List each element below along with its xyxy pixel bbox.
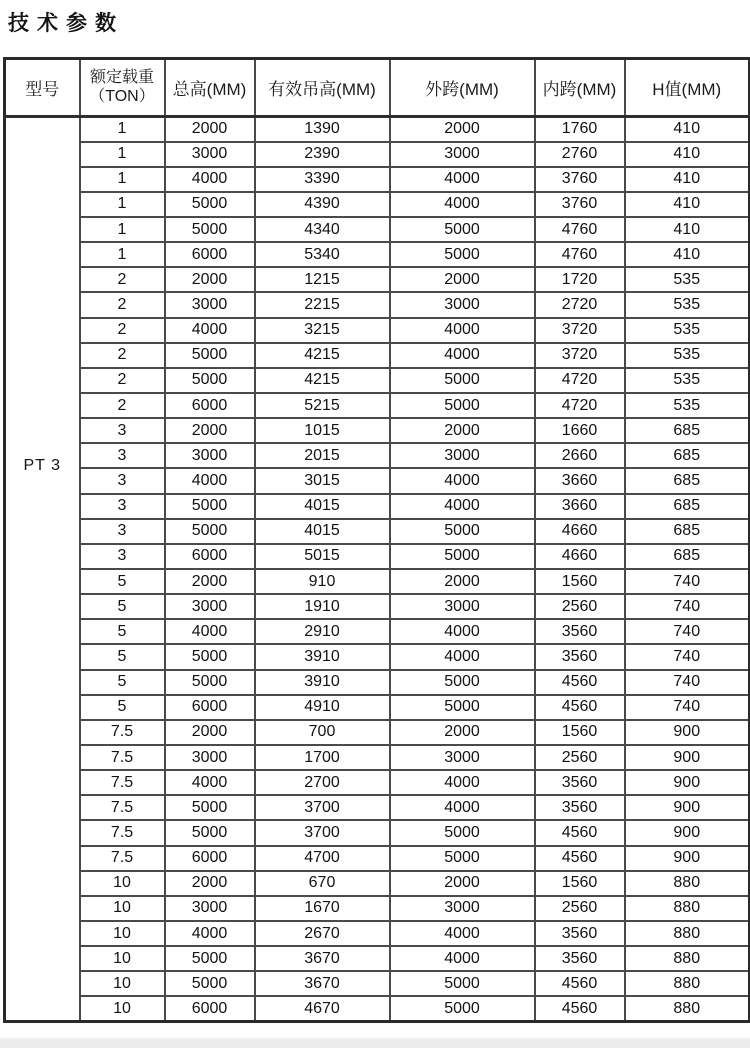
model-cell [5, 117, 80, 1022]
cell-h-value-mm: 410 [625, 142, 750, 167]
header-rated-load-label: 额定载重 [89, 68, 154, 86]
cell-total-height-mm: 5000 [165, 971, 255, 996]
cell-h-value-mm: 880 [625, 921, 750, 946]
cell-inner-span-mm: 3760 [535, 167, 625, 192]
cell-effective-lift-height-mm: 2015 [255, 443, 390, 468]
cell-h-value-mm: 900 [625, 795, 750, 820]
cell-total-height-mm: 6000 [165, 544, 255, 569]
cell-h-value-mm: 900 [625, 745, 750, 770]
cell-rated-load-ton: 5 [80, 670, 165, 695]
header-outer-span [390, 59, 535, 117]
cell-rated-load-ton: 2 [80, 393, 165, 418]
cell-h-value-mm: 740 [625, 619, 750, 644]
cell-h-value-mm: 535 [625, 267, 750, 292]
cell-rated-load-ton: 5 [80, 569, 165, 594]
cell-outer-span-mm: 5000 [390, 368, 535, 393]
cell-inner-span-mm: 4560 [535, 695, 625, 720]
model-label: PT 3 [23, 457, 61, 474]
cell-effective-lift-height-mm: 3215 [255, 318, 390, 343]
header-effective-lift-height [255, 59, 390, 117]
cell-effective-lift-height-mm: 4670 [255, 996, 390, 1021]
cell-effective-lift-height-mm: 4910 [255, 695, 390, 720]
table-row [5, 217, 750, 242]
cell-outer-span-mm: 4000 [390, 468, 535, 493]
cell-total-height-mm: 6000 [165, 695, 255, 720]
cell-inner-span-mm: 4720 [535, 368, 625, 393]
cell-h-value-mm: 900 [625, 820, 750, 845]
cell-h-value-mm: 685 [625, 468, 750, 493]
cell-total-height-mm: 4000 [165, 318, 255, 343]
cell-rated-load-ton: 2 [80, 368, 165, 393]
table-row [5, 192, 750, 217]
cell-inner-span-mm: 2660 [535, 443, 625, 468]
cell-outer-span-mm: 3000 [390, 594, 535, 619]
cell-total-height-mm: 5000 [165, 519, 255, 544]
cell-effective-lift-height-mm: 5215 [255, 393, 390, 418]
table-row [5, 820, 750, 845]
cell-h-value-mm: 900 [625, 846, 750, 871]
cell-outer-span-mm: 4000 [390, 619, 535, 644]
table-row [5, 569, 750, 594]
cell-rated-load-ton: 7.5 [80, 795, 165, 820]
cell-rated-load-ton: 10 [80, 946, 165, 971]
cell-rated-load-ton: 7.5 [80, 820, 165, 845]
cell-rated-load-ton: 5 [80, 695, 165, 720]
cell-h-value-mm: 880 [625, 971, 750, 996]
cell-outer-span-mm: 2000 [390, 418, 535, 443]
cell-h-value-mm: 880 [625, 896, 750, 921]
cell-h-value-mm: 880 [625, 871, 750, 896]
cell-effective-lift-height-mm: 2670 [255, 921, 390, 946]
cell-total-height-mm: 5000 [165, 343, 255, 368]
header-inner-span-label: 内跨(MM) [542, 80, 617, 99]
cell-outer-span-mm: 4000 [390, 770, 535, 795]
cell-total-height-mm: 3000 [165, 443, 255, 468]
cell-outer-span-mm: 5000 [390, 217, 535, 242]
cell-inner-span-mm: 3660 [535, 468, 625, 493]
cell-inner-span-mm: 2560 [535, 594, 625, 619]
cell-effective-lift-height-mm: 2700 [255, 770, 390, 795]
cell-outer-span-mm: 3000 [390, 443, 535, 468]
cell-effective-lift-height-mm: 2390 [255, 142, 390, 167]
cell-h-value-mm: 535 [625, 368, 750, 393]
cell-rated-load-ton: 5 [80, 644, 165, 669]
table-row [5, 267, 750, 292]
cell-h-value-mm: 410 [625, 242, 750, 267]
cell-outer-span-mm: 5000 [390, 242, 535, 267]
table-row [5, 745, 750, 770]
table-row [5, 695, 750, 720]
cell-inner-span-mm: 3560 [535, 795, 625, 820]
header-model-label: 型号 [25, 80, 60, 99]
cell-total-height-mm: 5000 [165, 795, 255, 820]
cell-h-value-mm: 740 [625, 670, 750, 695]
cell-h-value-mm: 685 [625, 418, 750, 443]
cell-outer-span-mm: 5000 [390, 695, 535, 720]
cell-effective-lift-height-mm: 3700 [255, 795, 390, 820]
cell-h-value-mm: 410 [625, 167, 750, 192]
cell-outer-span-mm: 5000 [390, 670, 535, 695]
cell-inner-span-mm: 4660 [535, 519, 625, 544]
cell-inner-span-mm: 2560 [535, 896, 625, 921]
cell-outer-span-mm: 2000 [390, 117, 535, 142]
cell-inner-span-mm: 1720 [535, 267, 625, 292]
cell-rated-load-ton: 10 [80, 921, 165, 946]
cell-inner-span-mm: 1560 [535, 720, 625, 745]
cell-inner-span-mm: 4760 [535, 242, 625, 267]
cell-outer-span-mm: 3000 [390, 745, 535, 770]
cell-total-height-mm: 6000 [165, 393, 255, 418]
cell-total-height-mm: 5000 [165, 368, 255, 393]
cell-h-value-mm: 410 [625, 117, 750, 142]
cell-rated-load-ton: 5 [80, 594, 165, 619]
table-row [5, 996, 750, 1021]
cell-outer-span-mm: 4000 [390, 644, 535, 669]
cell-effective-lift-height-mm: 1215 [255, 267, 390, 292]
cell-effective-lift-height-mm: 3015 [255, 468, 390, 493]
table-row [5, 795, 750, 820]
table-row [5, 770, 750, 795]
cell-total-height-mm: 5000 [165, 192, 255, 217]
table-row [5, 921, 750, 946]
header-h-value-label: H值(MM) [652, 80, 722, 99]
cell-inner-span-mm: 2760 [535, 142, 625, 167]
cell-h-value-mm: 535 [625, 292, 750, 317]
cell-h-value-mm: 685 [625, 443, 750, 468]
cell-effective-lift-height-mm: 5015 [255, 544, 390, 569]
table-row [5, 343, 750, 368]
cell-rated-load-ton: 2 [80, 267, 165, 292]
header-total-height-label: 总高(MM) [172, 80, 247, 99]
table-row [5, 142, 750, 167]
cell-inner-span-mm: 3560 [535, 644, 625, 669]
cell-outer-span-mm: 5000 [390, 820, 535, 845]
cell-total-height-mm: 2000 [165, 418, 255, 443]
cell-outer-span-mm: 4000 [390, 946, 535, 971]
cell-total-height-mm: 3000 [165, 896, 255, 921]
cell-inner-span-mm: 3660 [535, 494, 625, 519]
spec-table [3, 57, 750, 1023]
table-row [5, 544, 750, 569]
table-body [5, 117, 750, 1022]
cell-h-value-mm: 740 [625, 594, 750, 619]
cell-effective-lift-height-mm: 3390 [255, 167, 390, 192]
cell-total-height-mm: 4000 [165, 921, 255, 946]
cell-rated-load-ton: 1 [80, 217, 165, 242]
cell-rated-load-ton: 3 [80, 519, 165, 544]
cell-rated-load-ton: 1 [80, 167, 165, 192]
cell-effective-lift-height-mm: 1390 [255, 117, 390, 142]
cell-total-height-mm: 2000 [165, 117, 255, 142]
table-row [5, 368, 750, 393]
cell-rated-load-ton: 7.5 [80, 720, 165, 745]
cell-outer-span-mm: 4000 [390, 494, 535, 519]
cell-rated-load-ton: 10 [80, 996, 165, 1021]
cell-h-value-mm: 685 [625, 519, 750, 544]
cell-effective-lift-height-mm: 2910 [255, 619, 390, 644]
cell-total-height-mm: 4000 [165, 468, 255, 493]
header-outer-span-label: 外跨(MM) [425, 80, 499, 99]
cell-outer-span-mm: 4000 [390, 795, 535, 820]
cell-effective-lift-height-mm: 4015 [255, 494, 390, 519]
table-row [5, 846, 750, 871]
cell-rated-load-ton: 3 [80, 443, 165, 468]
cell-rated-load-ton: 5 [80, 619, 165, 644]
cell-inner-span-mm: 2560 [535, 745, 625, 770]
cell-outer-span-mm: 3000 [390, 142, 535, 167]
cell-total-height-mm: 4000 [165, 770, 255, 795]
cell-h-value-mm: 880 [625, 996, 750, 1021]
cell-inner-span-mm: 4560 [535, 670, 625, 695]
cell-inner-span-mm: 4720 [535, 393, 625, 418]
table-row [5, 670, 750, 695]
cell-effective-lift-height-mm: 1700 [255, 745, 390, 770]
cell-h-value-mm: 880 [625, 946, 750, 971]
cell-total-height-mm: 2000 [165, 871, 255, 896]
table-row [5, 318, 750, 343]
table-row [5, 519, 750, 544]
cell-outer-span-mm: 5000 [390, 846, 535, 871]
cell-h-value-mm: 685 [625, 494, 750, 519]
cell-rated-load-ton: 7.5 [80, 846, 165, 871]
table-row [5, 494, 750, 519]
cell-outer-span-mm: 4000 [390, 318, 535, 343]
bottom-divider [0, 1037, 750, 1048]
cell-h-value-mm: 410 [625, 217, 750, 242]
cell-inner-span-mm: 4560 [535, 971, 625, 996]
cell-effective-lift-height-mm: 3910 [255, 644, 390, 669]
cell-rated-load-ton: 3 [80, 544, 165, 569]
cell-total-height-mm: 2000 [165, 267, 255, 292]
cell-total-height-mm: 6000 [165, 242, 255, 267]
table-row [5, 594, 750, 619]
header-row [5, 59, 750, 117]
cell-inner-span-mm: 3720 [535, 318, 625, 343]
cell-total-height-mm: 5000 [165, 820, 255, 845]
cell-outer-span-mm: 5000 [390, 393, 535, 418]
cell-rated-load-ton: 1 [80, 242, 165, 267]
cell-rated-load-ton: 3 [80, 418, 165, 443]
table-row [5, 292, 750, 317]
cell-inner-span-mm: 3560 [535, 946, 625, 971]
cell-rated-load-ton: 10 [80, 896, 165, 921]
cell-inner-span-mm: 2720 [535, 292, 625, 317]
cell-outer-span-mm: 3000 [390, 292, 535, 317]
header-inner-span [535, 59, 625, 117]
cell-effective-lift-height-mm: 3910 [255, 670, 390, 695]
header-model [5, 59, 80, 117]
cell-rated-load-ton: 3 [80, 468, 165, 493]
cell-total-height-mm: 5000 [165, 946, 255, 971]
cell-rated-load-ton: 1 [80, 142, 165, 167]
cell-inner-span-mm: 3760 [535, 192, 625, 217]
cell-effective-lift-height-mm: 2215 [255, 292, 390, 317]
cell-h-value-mm: 535 [625, 318, 750, 343]
cell-rated-load-ton: 10 [80, 871, 165, 896]
cell-effective-lift-height-mm: 5340 [255, 242, 390, 267]
cell-rated-load-ton: 1 [80, 117, 165, 142]
cell-effective-lift-height-mm: 910 [255, 569, 390, 594]
cell-outer-span-mm: 2000 [390, 267, 535, 292]
cell-effective-lift-height-mm: 3670 [255, 971, 390, 996]
cell-effective-lift-height-mm: 4340 [255, 217, 390, 242]
cell-effective-lift-height-mm: 4215 [255, 343, 390, 368]
cell-inner-span-mm: 4560 [535, 846, 625, 871]
cell-effective-lift-height-mm: 700 [255, 720, 390, 745]
cell-effective-lift-height-mm: 4215 [255, 368, 390, 393]
cell-inner-span-mm: 3560 [535, 619, 625, 644]
cell-h-value-mm: 535 [625, 393, 750, 418]
cell-h-value-mm: 410 [625, 192, 750, 217]
cell-total-height-mm: 2000 [165, 569, 255, 594]
cell-h-value-mm: 685 [625, 544, 750, 569]
cell-outer-span-mm: 5000 [390, 519, 535, 544]
table-row [5, 117, 750, 142]
table-row [5, 418, 750, 443]
cell-outer-span-mm: 5000 [390, 971, 535, 996]
table-row [5, 393, 750, 418]
cell-outer-span-mm: 2000 [390, 720, 535, 745]
cell-inner-span-mm: 4660 [535, 544, 625, 569]
cell-total-height-mm: 5000 [165, 494, 255, 519]
cell-effective-lift-height-mm: 3700 [255, 820, 390, 845]
cell-rated-load-ton: 2 [80, 343, 165, 368]
cell-total-height-mm: 4000 [165, 619, 255, 644]
cell-inner-span-mm: 1560 [535, 871, 625, 896]
header-h-value [625, 59, 750, 117]
cell-inner-span-mm: 1760 [535, 117, 625, 142]
cell-rated-load-ton: 7.5 [80, 745, 165, 770]
cell-effective-lift-height-mm: 3670 [255, 946, 390, 971]
cell-rated-load-ton: 3 [80, 494, 165, 519]
cell-h-value-mm: 900 [625, 770, 750, 795]
table-row [5, 946, 750, 971]
table-row [5, 468, 750, 493]
cell-effective-lift-height-mm: 1670 [255, 896, 390, 921]
table-row [5, 896, 750, 921]
cell-outer-span-mm: 5000 [390, 996, 535, 1021]
cell-h-value-mm: 740 [625, 644, 750, 669]
cell-rated-load-ton: 10 [80, 971, 165, 996]
table-row [5, 720, 750, 745]
cell-h-value-mm: 900 [625, 720, 750, 745]
cell-effective-lift-height-mm: 1015 [255, 418, 390, 443]
cell-effective-lift-height-mm: 1910 [255, 594, 390, 619]
cell-total-height-mm: 3000 [165, 142, 255, 167]
cell-total-height-mm: 3000 [165, 292, 255, 317]
cell-rated-load-ton: 7.5 [80, 770, 165, 795]
cell-inner-span-mm: 3560 [535, 770, 625, 795]
cell-total-height-mm: 3000 [165, 594, 255, 619]
cell-effective-lift-height-mm: 670 [255, 871, 390, 896]
table-row [5, 971, 750, 996]
cell-total-height-mm: 5000 [165, 217, 255, 242]
cell-total-height-mm: 5000 [165, 644, 255, 669]
cell-h-value-mm: 740 [625, 695, 750, 720]
cell-outer-span-mm: 4000 [390, 921, 535, 946]
cell-effective-lift-height-mm: 4700 [255, 846, 390, 871]
cell-inner-span-mm: 1560 [535, 569, 625, 594]
cell-inner-span-mm: 4760 [535, 217, 625, 242]
header-total-height [165, 59, 255, 117]
header-rated-load-unit: （TON） [89, 87, 155, 105]
cell-inner-span-mm: 3720 [535, 343, 625, 368]
cell-outer-span-mm: 5000 [390, 544, 535, 569]
cell-outer-span-mm: 4000 [390, 192, 535, 217]
cell-h-value-mm: 535 [625, 343, 750, 368]
table-row [5, 644, 750, 669]
cell-outer-span-mm: 4000 [390, 167, 535, 192]
header-effective-lift-height-label: 有效吊高(MM) [268, 80, 376, 99]
header-rated-load [80, 59, 165, 117]
cell-total-height-mm: 4000 [165, 167, 255, 192]
cell-outer-span-mm: 3000 [390, 896, 535, 921]
cell-inner-span-mm: 1660 [535, 418, 625, 443]
cell-total-height-mm: 2000 [165, 720, 255, 745]
page-title: 技术参数 [8, 12, 124, 35]
cell-h-value-mm: 740 [625, 569, 750, 594]
cell-outer-span-mm: 4000 [390, 343, 535, 368]
cell-inner-span-mm: 4560 [535, 996, 625, 1021]
cell-total-height-mm: 6000 [165, 846, 255, 871]
cell-inner-span-mm: 3560 [535, 921, 625, 946]
cell-rated-load-ton: 1 [80, 192, 165, 217]
cell-inner-span-mm: 4560 [535, 820, 625, 845]
cell-total-height-mm: 3000 [165, 745, 255, 770]
cell-outer-span-mm: 2000 [390, 569, 535, 594]
cell-total-height-mm: 6000 [165, 996, 255, 1021]
cell-effective-lift-height-mm: 4390 [255, 192, 390, 217]
table-row [5, 167, 750, 192]
table-row [5, 871, 750, 896]
table-row [5, 619, 750, 644]
table-row [5, 443, 750, 468]
cell-outer-span-mm: 2000 [390, 871, 535, 896]
cell-rated-load-ton: 2 [80, 292, 165, 317]
cell-total-height-mm: 5000 [165, 670, 255, 695]
cell-rated-load-ton: 2 [80, 318, 165, 343]
cell-effective-lift-height-mm: 4015 [255, 519, 390, 544]
table-row [5, 242, 750, 267]
